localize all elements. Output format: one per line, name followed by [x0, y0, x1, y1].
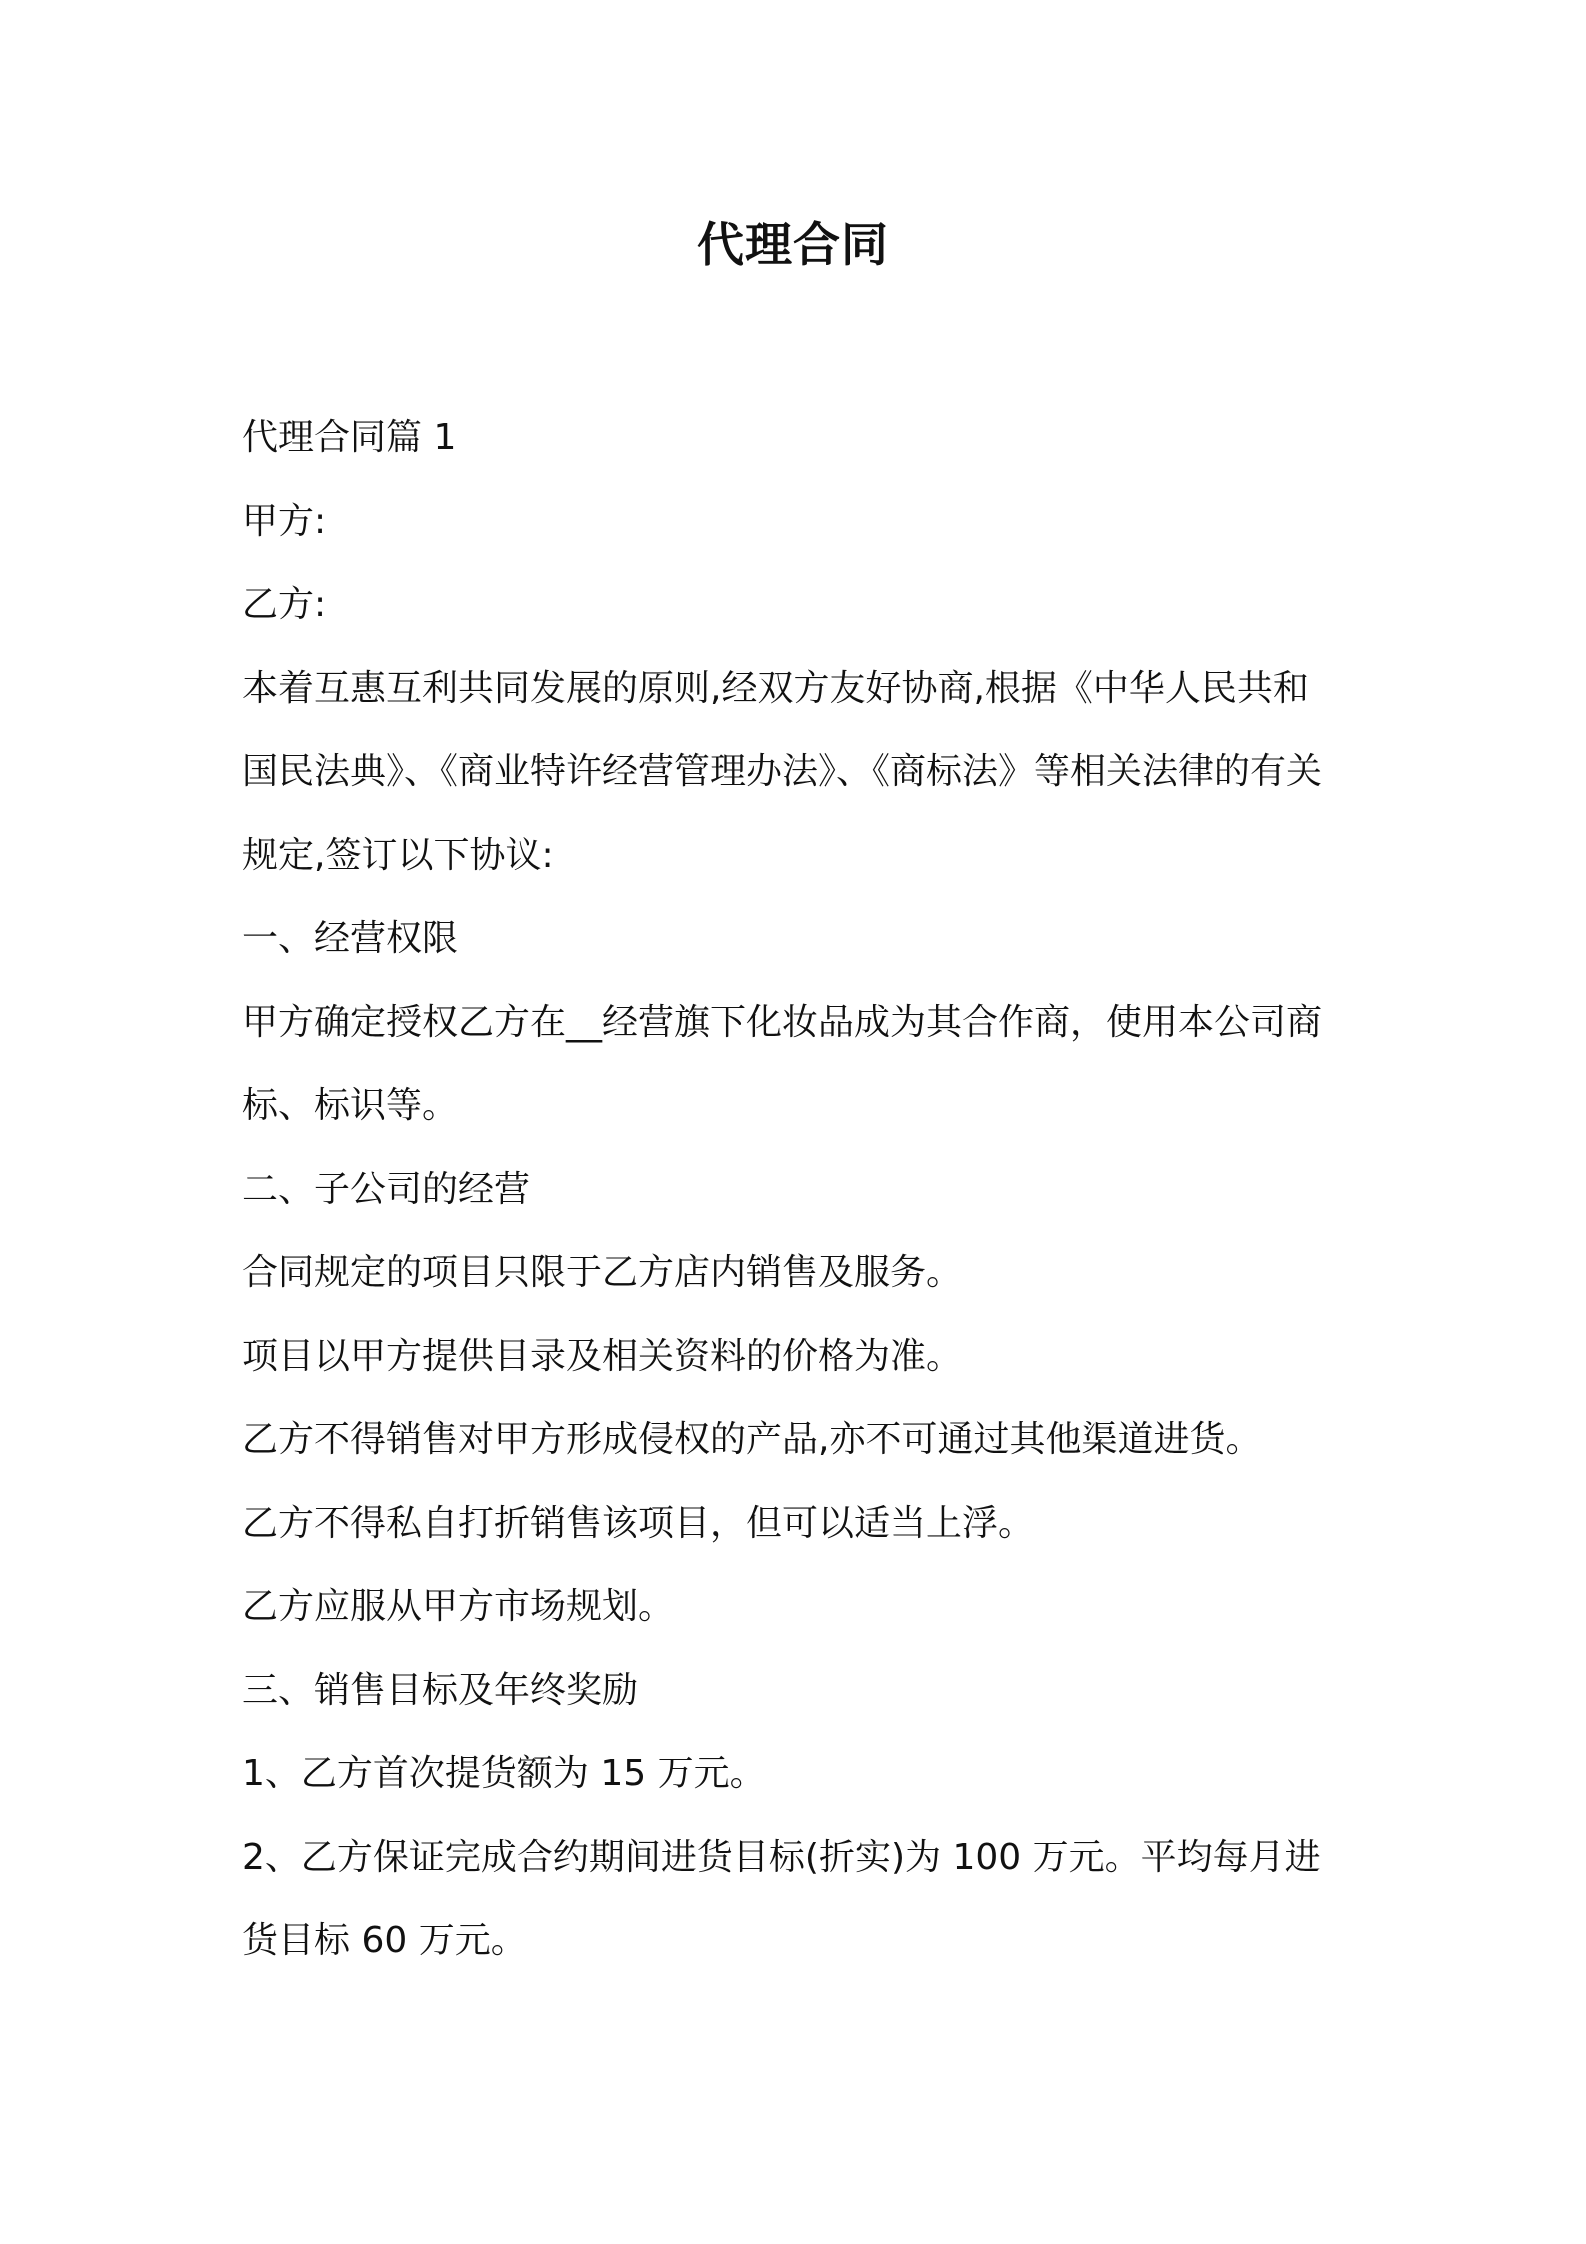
clause-3-item-2-line-2: 货目标 60 万元。 — [242, 1920, 527, 1961]
clause-2-item-1: 合同规定的项目只限于乙方店内销售及服务。 — [242, 1252, 963, 1293]
preamble-line-2: 国民法典》、《商业特许经营管理办法》、《商标法》等相关法律的有关 — [242, 751, 1323, 792]
clause-3-item-1: 1、乙方首次提货额为 15 万元。 — [242, 1753, 766, 1794]
clause-heading-3: 三、销售目标及年终奖励 — [242, 1669, 639, 1711]
document-body — [242, 396, 1352, 1983]
party-b-label: 乙方: — [242, 584, 327, 625]
preamble-line-1: 本着互惠互利共同发展的原则,经双方友好协商,根据《中华人民共和 — [242, 667, 1309, 709]
section-heading-part-1: 代理合同篇 1 — [242, 417, 457, 458]
clause-1-text-line-2: 标、标识等。 — [242, 1085, 459, 1126]
clause-3-item-2-line-1: 2、乙方保证完成合约期间进货目标(折实)为 100 万元。平均每月进 — [242, 1836, 1321, 1878]
document-title: 代理合同 — [697, 218, 889, 273]
clause-2-item-4: 乙方不得私自打折销售该项目，但可以适当上浮。 — [242, 1502, 1035, 1544]
clause-heading-1: 一、经营权限 — [242, 918, 459, 959]
clause-1-text-line-1: 甲方确定授权乙方在__经营旗下化妆品成为其合作商，使用本公司商 — [242, 1001, 1323, 1043]
preamble-line-3: 规定,签订以下协议: — [242, 834, 554, 876]
clause-2-item-2: 项目以甲方提供目录及相关资料的价格为准。 — [242, 1335, 963, 1377]
party-a-label: 甲方: — [242, 500, 327, 542]
clause-2-item-3: 乙方不得销售对甲方形成侵权的产品,亦不可通过其他渠道进货。 — [242, 1419, 1262, 1460]
clause-heading-2: 二、子公司的经营 — [242, 1168, 531, 1210]
clause-2-item-5: 乙方应服从甲方市场规划。 — [242, 1586, 675, 1627]
